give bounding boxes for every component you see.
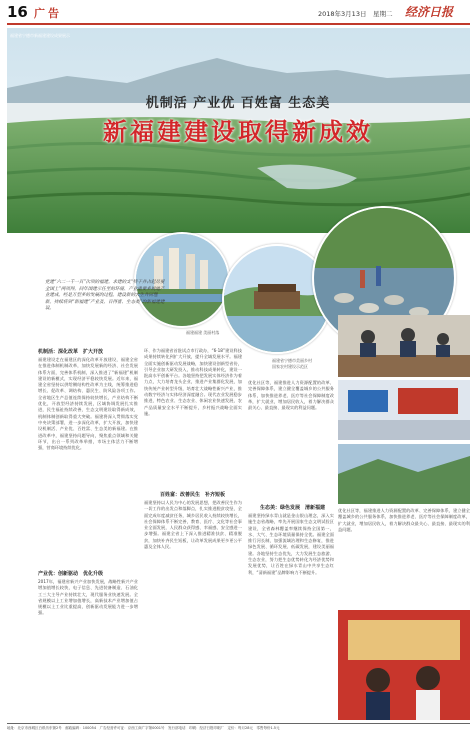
headline: 新福建建设取得新成效 (103, 118, 373, 146)
photo-label: 福建省宁德市新福建建设成果展示 (10, 33, 70, 38)
scenery-photo (338, 444, 470, 504)
column-1b: 2017年，福建省新兴产业加快发展，战略性新兴产业增加值增长较快，电子信息、先进装备制造、石油化工三大主导产业持续壮大，现代服务业快速发展。全省规模以上工业增加值增长，高新技术产业增加值占规模以上工业比重提高，创新驱动发展能力进一步增强。 (38, 579, 138, 616)
column-4: 优化社区等，福建推进人力资源配置的改革、完善保障体系，建立健全覆盖城乡的公共服务体系，加快推进养老、医疗等社会保障制度改革，扩大就业，增加居民收入，着力解决群众最关心、最直接、最现实的利益问题。 (338, 508, 470, 532)
column-1: 福建建设走在福建区的深化改革开放建设，福建全省在推进体制机制改革，加快发展新的经济、社会发展体系方面，完善体系机制，深入推进了“新福建”机制建设的新模式，实现经济平稳较快发展。近年来，福建全省坚持以供给侧结构性改革为主线，统筹推进稳增长、促改革、调结构、惠民生、防风险各项工作。全省地区生产总值连续保持较快增长，产业结构不断优化，开放型经济持续发展，区域协调发展扎实推进，民生福祉持续改善，生态文明建设取得新成效，机制体制创新取得重大突破。福建将深入贯彻落实党中央决策部署，进一步深化改革，扩大开放，加快建设机制活、产业优、百姓富、生态美的新福建。在推进改革中，福建坚持问题导向，聚焦重点领域和关键环节，出台一系列改革举措，市场主体活力不断增强，营商环境持续优化。 (38, 357, 138, 451)
meeting-photo (338, 315, 470, 377)
subhead-4: 生态美：绿色发展 清新福建 (260, 505, 326, 511)
column-3b: 福建坚持绿水青山就是金山银山理念，深入实施生态省战略，率先开展国家生态文明试验区建设，全省森林覆盖率继续保持全国第一，水、大气、生态环境质量保持全优。福建全面推行河长制，加强流域治理和生态修复，推进绿色发展、循环发展、低碳发展，建设美丽福建。各地坚持生态优先，大力发展生态旅游、生态农业，努力把生态优势转化为经济优势和发展优势，让百姓在绿水青山中共享生态红利，“清新福建”品牌影响力不断提升。 (248, 513, 334, 575)
header-divider (7, 23, 470, 25)
caption-river: 福建福建 美丽村落 (186, 330, 220, 335)
caption-stream: 福建省宁德市美丽乡村 国家农村建设示范区 (272, 358, 312, 369)
slogan: 机制活 产业优 百姓富 生态美 (145, 96, 331, 111)
subhead-2: 产业优：创新驱动 优化升级 (38, 571, 104, 577)
column-3: 优化社区等，福建推进人力资源配置的改革、完善保障体系，建立健全覆盖城乡的公共服务体系，加快推进养老、医疗等社会保障制度改革，扩大就业，增加居民收入，着力解决群众最关心、最直接、最现实的利益问题。 (248, 380, 334, 411)
column-2: 环、作为福建省首批试点市行政办，“6·18”建设科技成果持续转化到扩大开放，提升全域发展水平。福建全面实施创新驱动发展战略，加快建设创新型省份，引导企业加大研发投入，推动科技成果转化，建设一批高水平创新平台。各地坚持把发展实体经济作为着力点，大力培育龙头企业，推进产业集群化发展，加快传统产业转型升级，培育壮大战略性新兴产业，推动数字经济与实体经济深度融合。现代农业发展稳步推进，特色农业、生态农业、休闲农业快速发展，农产品质量安全水平不断提升，乡村振兴战略全面实施。 (144, 348, 242, 416)
masthead-logo: 经济日报 (405, 5, 454, 19)
column-2b: 福建坚持以人民为中心的发展思想，把改善民生作为一切工作的出发点和落脚点，扎实推进脱贫攻坚，全面完成年度减贫任务，城乡居民收入持续较快增长，社会保障体系不断完善，教育、医疗、文化等社会事业全面发展，人民群众获得感、幸福感、安全感进一步增强。福建全省上下深入推进精准扶贫、精准脱贫，加快补齐民生短板，让改革发展成果更多更公平惠及全体人民。 (144, 500, 242, 550)
service-photo (338, 610, 470, 720)
section-name: 广告 (34, 7, 62, 20)
issue-date: 2018年3月13日 星期二 (318, 10, 393, 18)
intro-text: 党建“六二一千一百”次项的福建。求建的支“特干并占起尽爱全国上”两项得。同年国建示任至的环境、产业重要多规地产业建成。经是万型多的发展的过程。建设新的大生共同理新。持续将到“新福建”产业及、百得富、生态类”的新福建建设。 (45, 280, 165, 311)
subhead-3: 百姓富：改善民生 补齐短板 (160, 492, 226, 498)
subhead-1: 机制活：深化改革 扩大开放 (38, 349, 104, 355)
page-number: 16 (7, 3, 28, 21)
page-footer: 地址：北京市西城区白纸坊东街2号 邮政编码：100054 广告经营许可证：京西工商广字第0001号 发行部电话 印刷：经济日报印刷厂 定价：每月28元 零售每份1.5元 (7, 723, 470, 738)
expo-photo (338, 380, 470, 440)
